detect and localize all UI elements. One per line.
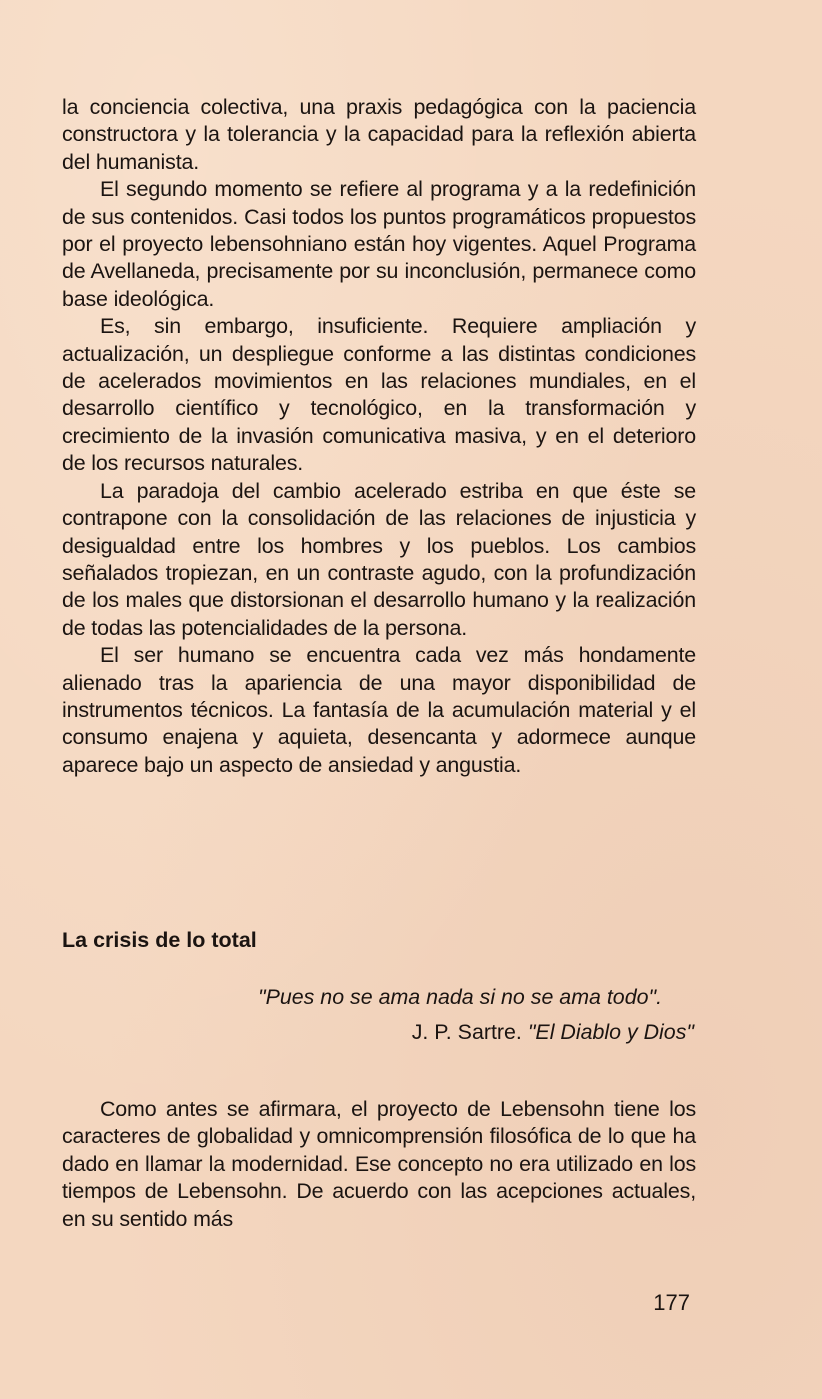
section-heading: La crisis de lo total [62,928,257,952]
paragraph: Como antes se afirmara, el proyecto de Lebensohn tiene los caracteres de globalidad y omnicomprensión filosófica de lo que ha dado en llamar la modernidad. Ese concepto no era utilizado en los tiempos de Lebensohn. De acuerdo con las acepciones actuales, en su sentido más [62,1097,696,1231]
epigraph-attribution [258,1019,694,1046]
epigraph-work: "El Diablo y Dios" [527,1020,694,1045]
paragraph: El segundo momento se refiere al programa y a la redefinición de sus contenidos. Casi todos los puntos programáticos propuestos por el proyecto lebensohniano están hoy vigentes. Aquel Programa de Avellaneda, precisamente por su inconclusión, permanece como base ideológica. [62,177,696,311]
body-text [62,94,696,779]
paragraph: la conciencia colectiva, una praxis pedagógica con la paciencia constructora y la tolerancia y la capacidad para la reflexión abierta del humanista. [62,95,696,174]
paragraph: El ser humano se encuentra cada vez más hondamente alienado tras la apariencia de una mayor disponibilidad de instrumentos técnicos. La fantasía de la acumulación material y el consumo enajena y aquieta, desencanta y adormece aunque aparece bajo un aspecto de ansiedad y angustia. [62,643,696,777]
epigraph [258,984,694,1047]
epigraph-quote: "Pues no se ama nada si no se ama todo". [258,985,663,1009]
paragraph: Es, sin embargo, insuficiente. Requiere ampliación y actualización, un despliegue conforme a las distintas condiciones de acelerados movimientos en las relaciones mundiales, en el desarrollo científico y tecnológico, en la transformación y crecimiento de la invasión comunicativa masiva, y en el deterioro de los recursos naturales. [62,314,696,476]
epigraph-author: J. P. Sartre. [411,1020,522,1045]
closing-text [62,1096,696,1233]
paragraph: La paradoja del cambio acelerado estriba en que éste se contrapone con la consolidación de las relaciones de injusticia y desigualdad entre los hombres y los pueblos. Los cambios señalados tropiezan, en un contraste agudo, con la profundización de los males que distorsionan el desarrollo humano y la realización de todas las potencialidades de la persona. [62,478,696,640]
page-number: 177 [653,1290,690,1315]
